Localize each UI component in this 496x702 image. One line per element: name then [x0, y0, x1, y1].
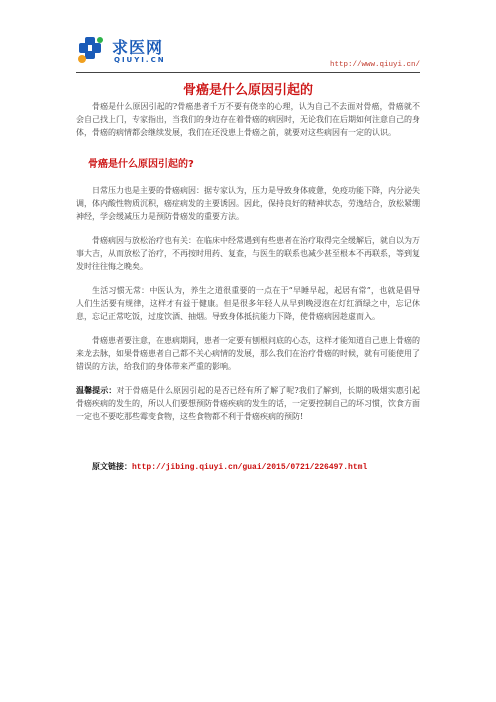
site-url-link[interactable]: http://www.qiuyi.cn/	[329, 61, 420, 69]
body-paragraph-4: 骨癌患者要注意，在患病期间，患者一定要有刨根问底的心态，这样才能知道自己患上骨癌的来龙去脉，如果骨癌患者自己都不关心病情的发展，那么我们在治疗骨癌的时候，就有可能使用了错误的方法，给我们的身体带来严重的影响。	[76, 336, 420, 371]
source-link[interactable]: http://jibing.qiuyi.cn/guai/2015/0721/226497.html	[132, 463, 368, 472]
page-header	[0, 0, 496, 78]
body-paragraph-3: 生活习惯无常：中医认为，养生之道很重要的一点在于“早睡早起，起居有常”，也就是倡导人们生活要有规律，这样才有益于健康。但是很多年轻人从早到晚浸泡在灯红酒绿之中，忘记休息，忘记正常吃饭，过度饮酒、抽烟。导致身体抵抗能力下降，使骨癌病因趁虚而入。	[76, 286, 420, 321]
source-line	[92, 461, 367, 472]
source-label: 原文链接：	[92, 462, 132, 471]
article-body	[76, 100, 420, 434]
page-title: 骨癌是什么原因引起的	[182, 83, 313, 98]
tip-paragraph	[76, 384, 420, 423]
site-logo[interactable]	[76, 34, 196, 68]
logo-name-cn: 求医网	[112, 38, 164, 57]
section-heading: 骨癌是什么原因引起的?	[88, 159, 194, 170]
logo-name-en: QIUYI.CN	[114, 56, 166, 64]
intro-paragraph: 骨癌是什么原因引起的?骨癌患者千万不要有侥幸的心理，认为自己不去面对骨癌，骨癌就不会自己找上门，专家指出，当我们的身边存在着骨癌的病因时，无论我们在后期如何注意自己的身体，骨癌的病情都会继续发展，我们在还没患上骨癌之前，就要对这些病因有一定的认识。	[76, 102, 420, 137]
body-paragraph-2: 骨癌病因与放松治疗也有关：在临床中经常遇到有些患者在治疗取得完全缓解后，就自以为万事大吉，从而放松了治疗，不再按时用药、复查，与医生的联系也减少甚至根本不再联系，等到复发时往往悔之晚矣。	[76, 236, 420, 271]
tip-label: 温馨提示：	[76, 385, 117, 395]
tip-text: 对于骨癌是什么原因引起的是否已经有所了解了呢?我们了解到，长期的吸烟实惠引起骨癌疾病的发生的，所以人们要想预防骨癌疾病的发生的话，一定要控制自己的坏习惯，饮食方面一定也不要吃那些霉变食物，这些食物都不利于骨癌疾病的预防!	[76, 386, 421, 421]
medical-cross-logo-icon	[76, 35, 106, 65]
body-paragraph-1: 日常压力也是主要的骨癌病因：据专家认为，压力是导致身体疲惫，免疫功能下降，内分泌失调，体内酸性物质沉积，癌症病发的主要诱因。因此，保持良好的精神状态，劳逸结合，放松紧绷神经，学会缓减压力是预防骨癌发的重要方法。	[76, 186, 420, 221]
header-divider	[76, 72, 420, 73]
